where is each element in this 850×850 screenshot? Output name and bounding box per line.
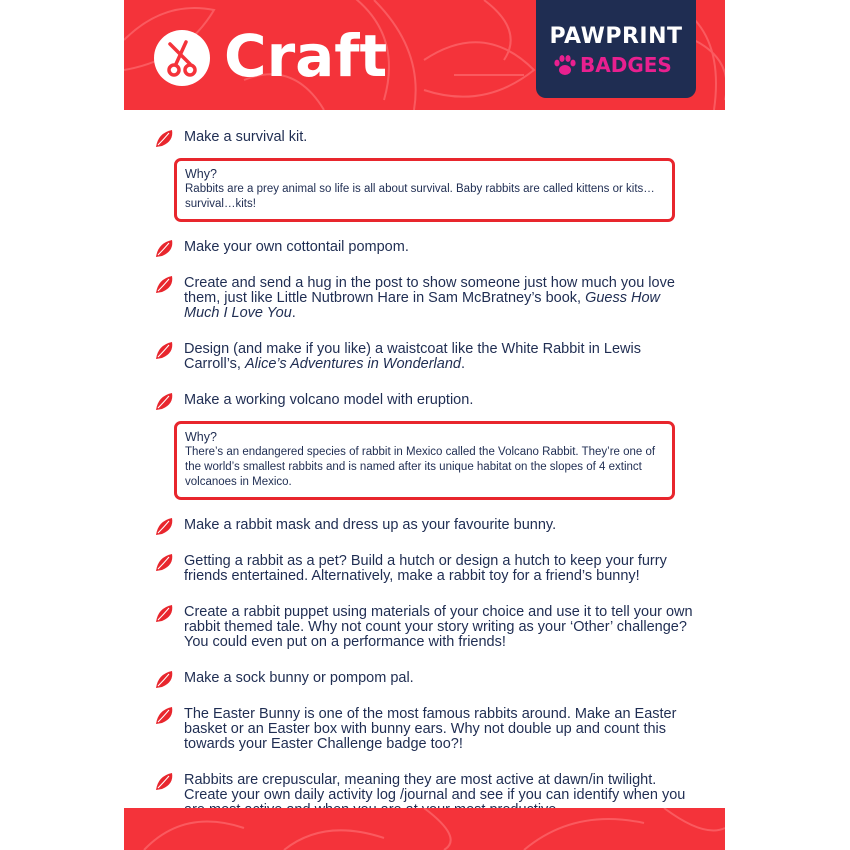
activity-list <box>154 124 699 850</box>
list-item-main: Make a sock bunny or pompom pal. <box>184 670 414 686</box>
red-leaf-icon <box>154 602 176 624</box>
list-item <box>154 701 699 752</box>
red-leaf-icon <box>154 339 176 361</box>
list-item-text <box>184 665 699 686</box>
leaf-pattern-decoration <box>124 808 725 850</box>
list-item <box>154 124 699 145</box>
list-item-text <box>184 512 699 533</box>
list-item-text <box>184 599 699 650</box>
logo-wordmark-bottom: BADGES <box>580 53 672 77</box>
list-item-text <box>184 548 699 584</box>
why-callout <box>174 421 675 500</box>
why-callout <box>174 158 675 222</box>
why-text: There’s an endangered species of rabbit in Mexico called the Volcano Rabbit. They’re one of the world’s smallest rabbits and is named after its unique habitat on the slopes of 4 extinct volcanoes in Mexico. <box>185 446 656 488</box>
why-label: Why? <box>185 167 217 181</box>
list-item-main: Create and send a hug in the post to show someone just how much you love them, just like Little Nutbrown Hare in Sam McBratney’s book, <box>184 275 675 306</box>
page-header <box>124 0 725 110</box>
logo-wordmark-top: PAWPRINT <box>549 24 683 49</box>
list-item-end: . <box>460 356 466 372</box>
list-item <box>154 336 699 372</box>
section-title: Craft <box>224 22 388 90</box>
list-item-main: Create a rabbit puppet using materials of your choice and use it to tell your own rabbit themed tale. Why not count your story writing as your ‘Other’ challenge? You could even put on a performance with friends! <box>184 604 693 650</box>
red-leaf-icon <box>154 551 176 573</box>
list-item-main: Make a survival kit. <box>184 129 308 145</box>
list-item-main: Rabbits are crepuscular, meaning they are most active at dawn/in twilight. Create your own daily activity log /journal and see if you can identify when you <box>184 772 686 803</box>
list-item-text <box>184 270 699 321</box>
red-leaf-icon <box>154 770 176 792</box>
page-footer <box>124 808 725 850</box>
list-item-main: Design (and make if you like) a waistcoat like the White Rabbit in Lewis Carroll’s, <box>184 341 641 372</box>
list-item <box>154 234 699 255</box>
red-leaf-icon <box>154 704 176 726</box>
pawprint-badges-logo <box>536 0 696 98</box>
red-leaf-icon <box>154 127 176 149</box>
red-leaf-icon <box>154 515 176 537</box>
list-item-main: Make a working volcano model with eruption. <box>184 392 474 408</box>
why-label: Why? <box>185 430 217 444</box>
list-item-text <box>184 387 699 408</box>
list-item <box>154 665 699 686</box>
red-leaf-icon <box>154 273 176 295</box>
list-item <box>154 270 699 321</box>
list-item-main: Make a rabbit mask and dress up as your favourite bunny. <box>184 517 557 533</box>
book-title: Alice’s Adventures in Wonderland <box>244 356 461 372</box>
why-text: Rabbits are a prey animal so life is all about survival. Baby rabbits are called kittens or kits…survival…kits! <box>185 183 655 210</box>
book-title: Guess How Much I Love You <box>184 290 661 321</box>
red-leaf-icon <box>154 237 176 259</box>
list-item-text <box>184 701 699 752</box>
list-item-main: Make your own cottontail pompom. <box>184 239 409 255</box>
red-leaf-icon <box>154 390 176 412</box>
list-item-text <box>184 336 699 372</box>
badge-page <box>124 0 725 850</box>
list-item <box>154 548 699 584</box>
list-item <box>154 512 699 533</box>
list-item <box>154 599 699 650</box>
list-item-text <box>184 234 699 255</box>
paw-icon <box>552 54 578 78</box>
scissors-icon <box>154 30 210 86</box>
red-leaf-icon <box>154 668 176 690</box>
list-item <box>154 387 699 408</box>
list-item-main: The Easter Bunny is one of the most famous rabbits around. Make an Easter basket or an Easter box with bunny ears. Why not double up and count this towards your Easter Challenge badge too?! <box>184 706 677 752</box>
list-item-end: . <box>291 305 296 321</box>
list-item-main: Getting a rabbit as a pet? Build a hutch or design a hutch to keep your furry friends entertained. Alternatively, make a rabbit toy for a friend’s bunny! <box>184 553 667 584</box>
list-item-text <box>184 124 699 145</box>
